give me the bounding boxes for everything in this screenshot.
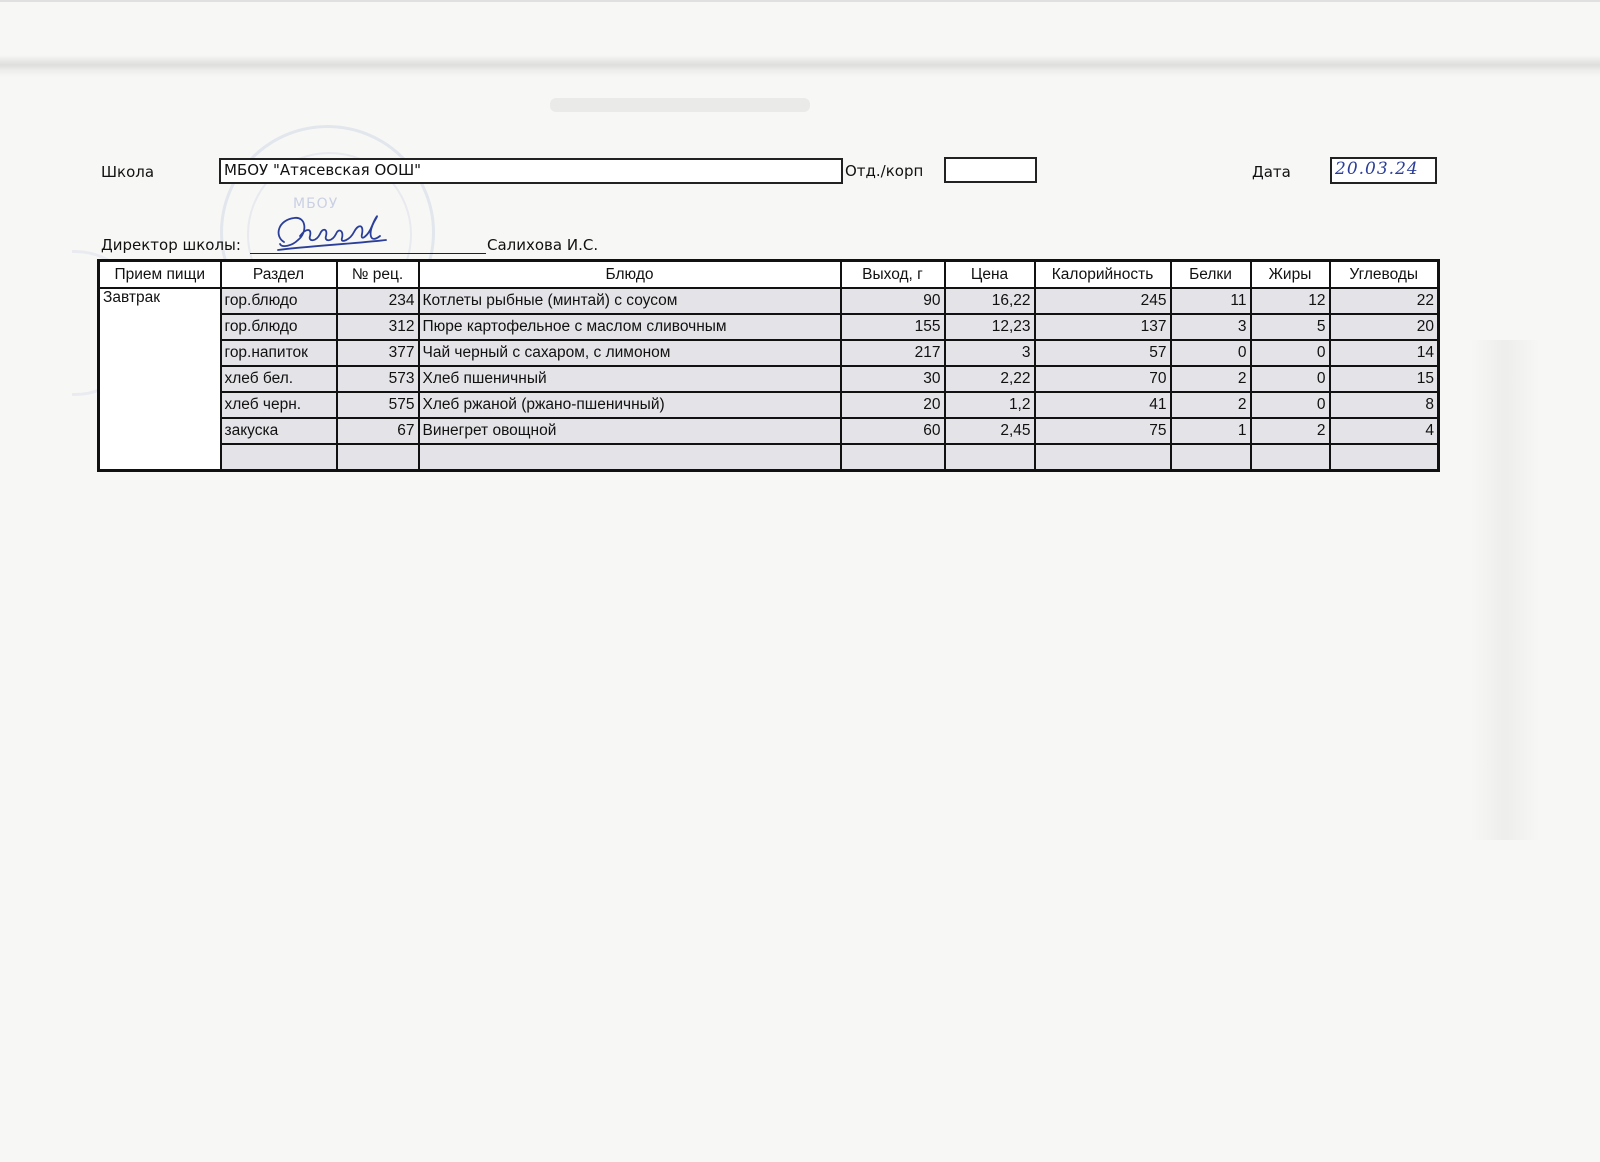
weight-cell: 155 <box>841 314 945 340</box>
column-header: Блюдо <box>419 261 841 289</box>
protein-cell: 2 <box>1171 392 1251 418</box>
price-cell: 16,22 <box>945 288 1035 314</box>
column-header: Цена <box>945 261 1035 289</box>
school-name-field: МБОУ "Атясевская ООШ" <box>219 158 843 184</box>
column-header: Углеводы <box>1330 261 1439 289</box>
date-field: 20.03.24 <box>1330 157 1437 184</box>
dish-cell: Пюре картофельное с маслом сливочным <box>419 314 841 340</box>
section-cell: гор.блюдо <box>221 288 337 314</box>
calories-cell: 41 <box>1035 392 1171 418</box>
date-label: Дата <box>1252 163 1291 181</box>
fat-cell: 0 <box>1251 392 1330 418</box>
column-header: Жиры <box>1251 261 1330 289</box>
dish-cell: Чай черный с сахаром, с лимоном <box>419 340 841 366</box>
recipe-cell: 67 <box>337 418 419 444</box>
recipe-cell: 234 <box>337 288 419 314</box>
section-cell: гор.напиток <box>221 340 337 366</box>
calories-cell: 137 <box>1035 314 1171 340</box>
carbs-cell: 22 <box>1330 288 1439 314</box>
column-header: Выход, г <box>841 261 945 289</box>
weight-cell: 90 <box>841 288 945 314</box>
carbs-cell: 14 <box>1330 340 1439 366</box>
section-cell: хлеб черн. <box>221 392 337 418</box>
table-row <box>99 444 1439 471</box>
table-row <box>99 314 1439 340</box>
menu-table <box>97 259 1440 472</box>
fat-cell: 0 <box>1251 366 1330 392</box>
recipe-cell: 573 <box>337 366 419 392</box>
recipe-cell <box>337 444 419 471</box>
calories-cell: 70 <box>1035 366 1171 392</box>
carbs-cell: 4 <box>1330 418 1439 444</box>
section-cell: закуска <box>221 418 337 444</box>
table-row <box>99 288 1439 314</box>
weight-cell: 217 <box>841 340 945 366</box>
scan-shadow <box>1470 340 1540 840</box>
dish-cell: Хлеб пшеничный <box>419 366 841 392</box>
protein-cell: 1 <box>1171 418 1251 444</box>
fat-cell: 2 <box>1251 418 1330 444</box>
protein-cell: 3 <box>1171 314 1251 340</box>
fat-cell: 12 <box>1251 288 1330 314</box>
school-label: Школа <box>101 163 155 181</box>
price-cell: 2,45 <box>945 418 1035 444</box>
meal-cell: Завтрак <box>99 288 221 471</box>
weight-cell <box>841 444 945 471</box>
column-header: Белки <box>1171 261 1251 289</box>
fat-cell: 0 <box>1251 340 1330 366</box>
weight-cell: 60 <box>841 418 945 444</box>
carbs-cell: 20 <box>1330 314 1439 340</box>
scan-shadow <box>0 55 1600 77</box>
calories-cell <box>1035 444 1171 471</box>
carbs-cell <box>1330 444 1439 471</box>
stamp-text: МБОУ <box>293 196 339 212</box>
calories-cell: 245 <box>1035 288 1171 314</box>
column-header: Калорийность <box>1035 261 1171 289</box>
protein-cell <box>1171 444 1251 471</box>
carbs-cell: 8 <box>1330 392 1439 418</box>
page-top-edge <box>0 0 1600 2</box>
scan-shadow <box>550 98 810 112</box>
dish-cell <box>419 444 841 471</box>
price-cell: 2,22 <box>945 366 1035 392</box>
price-cell: 3 <box>945 340 1035 366</box>
table-row <box>99 392 1439 418</box>
table-header-row <box>99 261 1439 289</box>
section-cell: хлеб бел. <box>221 366 337 392</box>
protein-cell: 11 <box>1171 288 1251 314</box>
section-cell <box>221 444 337 471</box>
dish-cell: Хлеб ржаной (ржано-пшеничный) <box>419 392 841 418</box>
dish-cell: Винегрет овощной <box>419 418 841 444</box>
price-cell <box>945 444 1035 471</box>
director-name: Салихова И.С. <box>487 236 599 254</box>
recipe-cell: 575 <box>337 392 419 418</box>
calories-cell: 57 <box>1035 340 1171 366</box>
department-field <box>944 157 1037 183</box>
section-cell: гор.блюдо <box>221 314 337 340</box>
dish-cell: Котлеты рыбные (минтай) с соусом <box>419 288 841 314</box>
signature-icon <box>270 206 390 258</box>
table-row <box>99 366 1439 392</box>
weight-cell: 30 <box>841 366 945 392</box>
department-label: Отд./корп <box>845 162 924 180</box>
table-row <box>99 418 1439 444</box>
recipe-cell: 312 <box>337 314 419 340</box>
price-cell: 12,23 <box>945 314 1035 340</box>
protein-cell: 0 <box>1171 340 1251 366</box>
protein-cell: 2 <box>1171 366 1251 392</box>
calories-cell: 75 <box>1035 418 1171 444</box>
recipe-cell: 377 <box>337 340 419 366</box>
price-cell: 1,2 <box>945 392 1035 418</box>
carbs-cell: 15 <box>1330 366 1439 392</box>
weight-cell: 20 <box>841 392 945 418</box>
fat-cell: 5 <box>1251 314 1330 340</box>
column-header: Прием пищи <box>99 261 221 289</box>
director-label: Директор школы: <box>101 236 241 254</box>
table-row <box>99 340 1439 366</box>
fat-cell <box>1251 444 1330 471</box>
column-header: № рец. <box>337 261 419 289</box>
column-header: Раздел <box>221 261 337 289</box>
